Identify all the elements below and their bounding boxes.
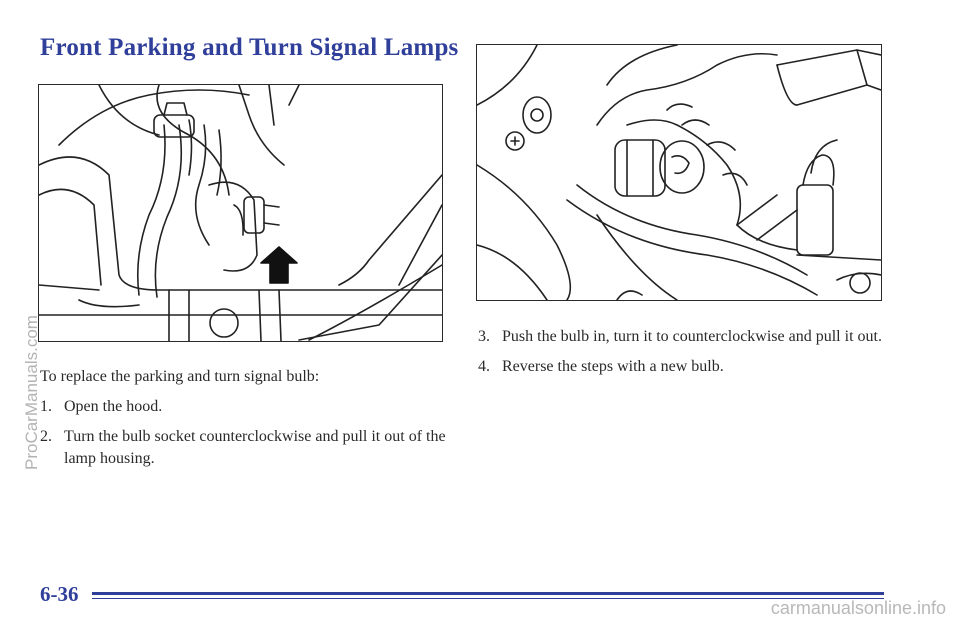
left-column-text (40, 366, 460, 478)
step-item (478, 326, 898, 348)
steps-list-right (478, 326, 898, 378)
intro-text: To replace the parking and turn signal bulb: (40, 368, 320, 385)
footer-rule-thin (92, 598, 884, 599)
footer-rule (92, 592, 884, 595)
right-column-text (478, 326, 898, 386)
step-number: 4. (478, 358, 490, 375)
page-number: 6-36 (40, 582, 79, 606)
step-item (40, 396, 460, 418)
steps-list-left (40, 396, 460, 470)
step-text: Turn the bulb socket counterclockwise and pull it out of the lamp housing. (64, 428, 446, 467)
page-title: Front Parking and Turn Signal Lamps (40, 34, 459, 61)
watermark-bottom: carmanualsonline.info (770, 598, 946, 618)
watermark-left: ProCarManuals.com (22, 315, 41, 470)
step-number: 3. (478, 328, 490, 345)
step-number: 1. (40, 398, 52, 415)
step-text: Push the bulb in, turn it to counterclockwise and pull it out. (502, 328, 882, 345)
step-number: 2. (40, 428, 52, 445)
bulb-removal-illustration (476, 44, 882, 301)
step-text: Open the hood. (64, 398, 163, 415)
step-item (478, 356, 898, 378)
step-text: Reverse the steps with a new bulb. (502, 358, 724, 375)
bulb-socket-location-illustration (38, 84, 443, 342)
step-item (40, 426, 460, 470)
